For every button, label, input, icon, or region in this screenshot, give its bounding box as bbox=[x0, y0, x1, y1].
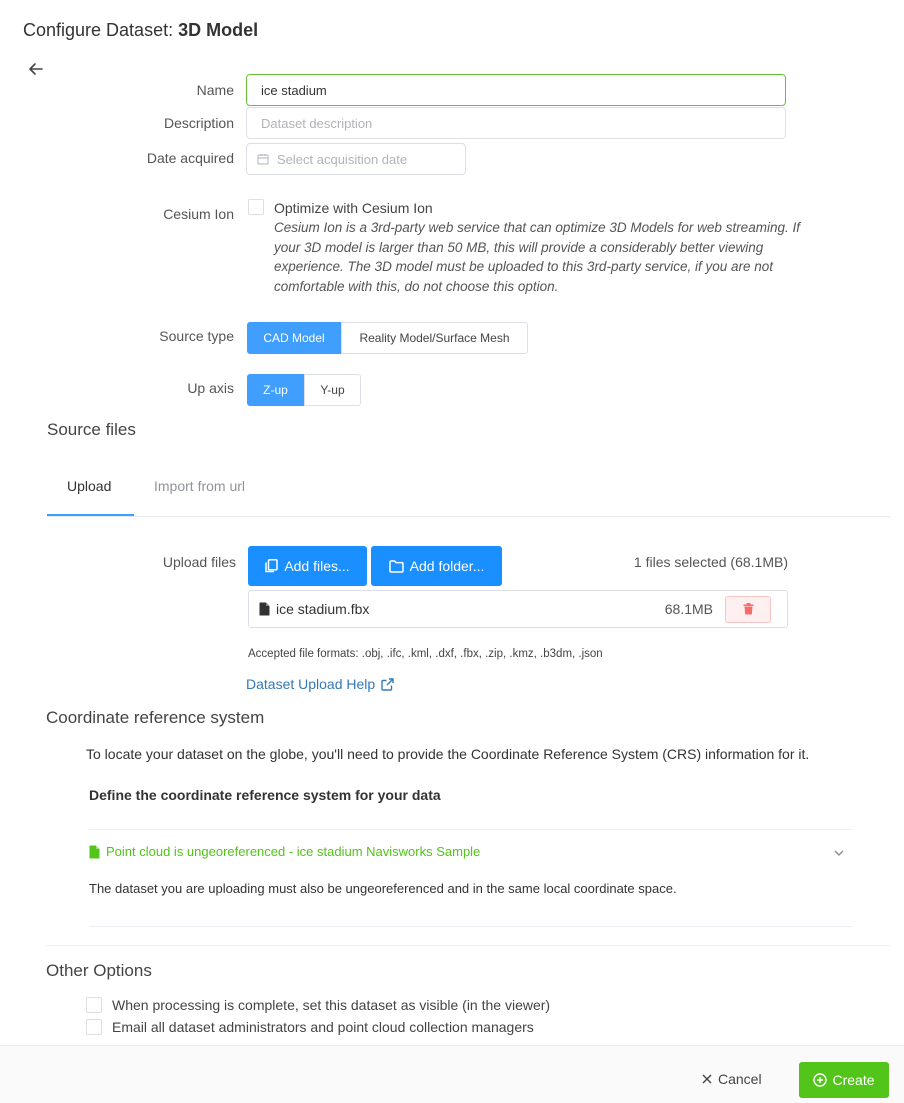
active-tab-indicator bbox=[47, 514, 134, 516]
crs-define-heading: Define the coordinate reference system for your data bbox=[89, 787, 441, 803]
crs-divider-top bbox=[89, 829, 852, 830]
option-email-admins-label: Email all dataset administrators and point cloud collection managers bbox=[112, 1019, 534, 1035]
source-type-label: Source type bbox=[159, 328, 234, 344]
description-input[interactable] bbox=[246, 107, 786, 139]
plus-circle-icon bbox=[813, 1073, 827, 1087]
create-button[interactable] bbox=[799, 1062, 889, 1098]
external-link-icon bbox=[381, 678, 394, 691]
description-label: Description bbox=[163, 115, 234, 131]
add-files-label: Add files... bbox=[284, 558, 350, 574]
back-arrow-icon[interactable] bbox=[26, 59, 46, 79]
date-picker-input[interactable] bbox=[246, 143, 466, 175]
name-input-value: ice stadium bbox=[261, 82, 327, 98]
crs-intro-text: To locate your dataset on the globe, you'll need to provide the Coordinate Reference System (CRS) information for it. bbox=[86, 746, 810, 762]
crs-divider-bottom bbox=[89, 926, 852, 927]
tab-import-from-url[interactable]: Import from url bbox=[154, 478, 246, 494]
close-icon bbox=[702, 1074, 712, 1084]
cesium-ion-description: Cesium Ion is a 3rd-party web service that can optimize 3D Models for web streaming. If your 3D model is larger than 50 MB, this will provide a considerably better viewing experience. The 3D model must be uploaded to this 3rd-party service, if you are not comfortable with this, do not choose this option. bbox=[274, 220, 800, 294]
up-axis-label: Up axis bbox=[187, 380, 234, 396]
cesium-ion-label: Cesium Ion bbox=[163, 206, 234, 222]
crs-heading: Coordinate reference system bbox=[46, 708, 265, 727]
accepted-formats-text: Accepted file formats: .obj, .ifc, .kml, .dxf, .fbx, .zip, .kmz, .b3dm, .json bbox=[248, 648, 603, 660]
other-options-heading: Other Options bbox=[46, 961, 152, 980]
add-files-button[interactable] bbox=[248, 546, 367, 586]
add-folder-label: Add folder... bbox=[409, 558, 485, 574]
uploaded-file-row bbox=[248, 590, 788, 628]
page-title-prefix: Configure Dataset: bbox=[23, 20, 179, 40]
option-email-admins-checkbox[interactable] bbox=[86, 1019, 102, 1035]
crs-collapse-header[interactable] bbox=[89, 844, 480, 859]
cesium-ion-option-label: Optimize with Cesium Ion bbox=[274, 200, 433, 216]
document-icon bbox=[89, 845, 100, 859]
section-divider bbox=[46, 945, 890, 946]
upload-files-label: Upload files bbox=[162, 554, 236, 570]
up-axis-y-button[interactable]: Y-up bbox=[304, 374, 361, 406]
folder-icon bbox=[389, 560, 404, 573]
copy-icon bbox=[265, 559, 278, 573]
description-placeholder: Dataset description bbox=[261, 115, 373, 131]
add-folder-button[interactable] bbox=[371, 546, 502, 586]
file-size: 68.1MB bbox=[664, 601, 713, 617]
option-set-visible-checkbox[interactable] bbox=[86, 997, 102, 1013]
date-placeholder: Select acquisition date bbox=[277, 151, 408, 167]
cesium-ion-checkbox[interactable] bbox=[248, 199, 264, 215]
chevron-down-icon[interactable] bbox=[832, 846, 846, 860]
source-type-group bbox=[247, 322, 528, 354]
calendar-icon bbox=[257, 153, 269, 165]
up-axis-group bbox=[247, 374, 361, 406]
date-acquired-label: Date acquired bbox=[146, 150, 234, 166]
create-label: Create bbox=[832, 1072, 875, 1088]
crs-collapse-body: The dataset you are uploading must also be ungeoreferenced and in the same local coordinate space. bbox=[89, 881, 677, 896]
option-email-admins-row bbox=[86, 1019, 534, 1035]
option-set-visible-row bbox=[86, 997, 550, 1013]
tab-upload[interactable]: Upload bbox=[67, 478, 112, 494]
cancel-button[interactable] bbox=[702, 1071, 762, 1087]
help-link-label: Dataset Upload Help bbox=[246, 676, 376, 692]
file-name: ice stadium.fbx bbox=[276, 601, 370, 617]
up-axis-z-button[interactable]: Z-up bbox=[247, 374, 304, 406]
tab-divider bbox=[47, 516, 890, 517]
option-set-visible-label: When processing is complete, set this dataset as visible (in the viewer) bbox=[112, 997, 551, 1013]
file-icon bbox=[259, 602, 270, 616]
cancel-label: Cancel bbox=[718, 1071, 762, 1087]
name-input[interactable] bbox=[246, 74, 786, 106]
files-selected-summary: 1 files selected (68.1MB) bbox=[633, 554, 788, 570]
dataset-upload-help-link[interactable] bbox=[246, 676, 394, 692]
page-title bbox=[23, 20, 258, 41]
crs-collapse-title: Point cloud is ungeoreferenced - ice stadium Navisworks Sample bbox=[106, 844, 481, 859]
source-type-cad-model-button[interactable]: CAD Model bbox=[247, 322, 341, 354]
remove-file-button[interactable] bbox=[725, 596, 771, 623]
source-type-reality-model-button[interactable]: Reality Model/Surface Mesh bbox=[341, 322, 528, 354]
dataset-type-name: 3D Model bbox=[178, 20, 259, 40]
name-label: Name bbox=[196, 82, 234, 98]
footer-bar bbox=[0, 1045, 904, 1103]
trash-icon bbox=[743, 603, 754, 615]
source-files-heading: Source files bbox=[47, 420, 136, 439]
